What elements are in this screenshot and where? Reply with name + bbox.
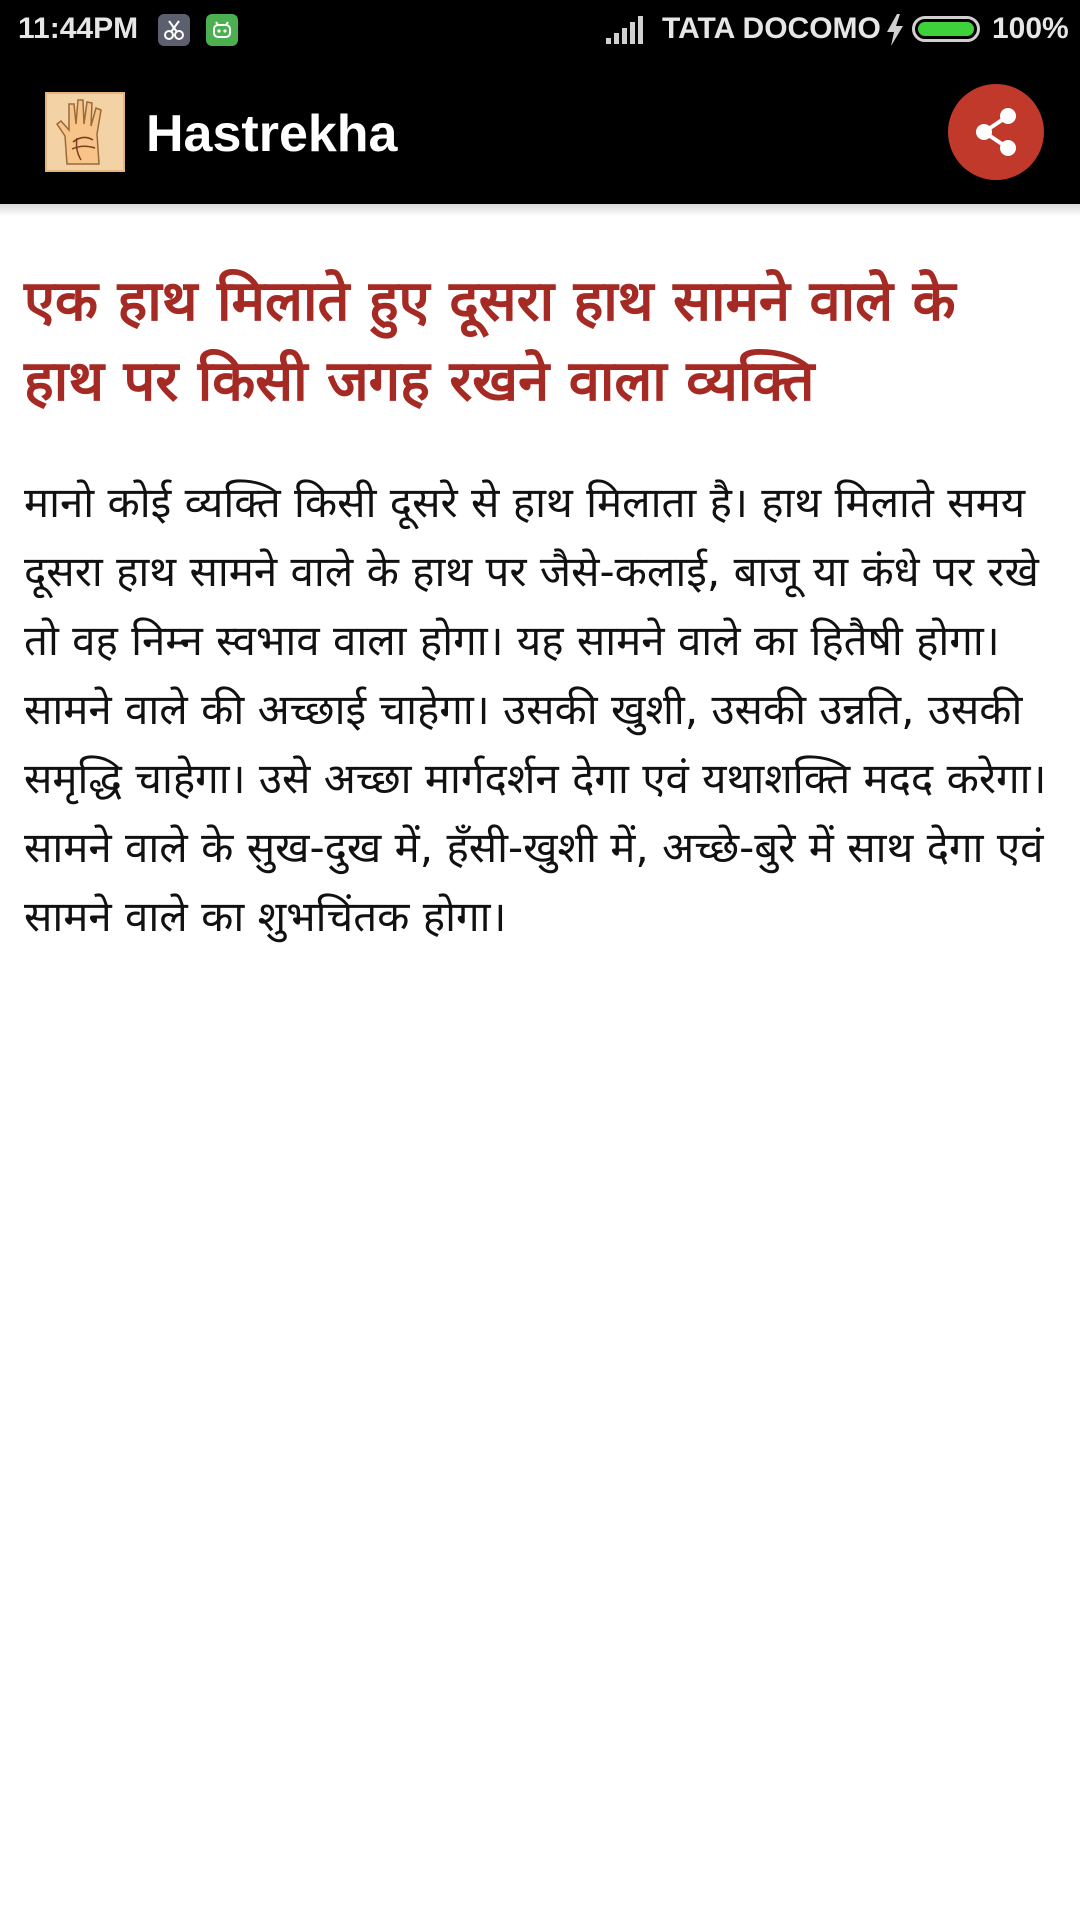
- scissors-icon: [158, 14, 190, 46]
- share-icon: [968, 104, 1024, 160]
- app-bar-shadow: [0, 204, 1080, 216]
- app-bar: [0, 60, 1080, 204]
- battery-percent: 100%: [992, 12, 1069, 45]
- app-title: Hastrekha: [146, 105, 398, 163]
- battery-icon: [912, 16, 980, 42]
- palm-hand-icon: [45, 92, 125, 172]
- android-icon: [206, 14, 238, 46]
- article-body: मानो कोई व्यक्ति किसी दूसरे से हाथ मिलाता है। हाथ मिलाते समय दूसरा हाथ सामने वाले के हाथ पर जैसे-कलाई, बाजू या कंधे पर रखे तो वह निम्न स्वभाव वाला होगा। यह सामने वाले का हितैषी होगा। सामने वाले की अच्छाई चाहेगा। उसकी खुशी, उसकी उन्नति, उसकी समृद्धि चाहेगा। उसे अच्छा मार्गदर्शन देगा एवं यथाशक्ति मदद करेगा। सामने वाले के सुख-दुख में, हँसी-खुशी में, अच्छे-बुरे में साथ देगा एवं सामने वाले का शुभचिंतक होगा।: [24, 478, 1047, 941]
- carrier-name: TATA DOCOMO: [662, 12, 881, 45]
- battery-fill: [918, 22, 974, 36]
- article-content: [24, 262, 1054, 951]
- share-button[interactable]: [948, 84, 1044, 180]
- signal-icon: [606, 16, 646, 48]
- charging-bolt-icon: [886, 14, 904, 50]
- status-bar: [0, 0, 1080, 60]
- article-title: एक हाथ मिलाते हुए दूसरा हाथ सामने वाले के हाथ पर किसी जगह रखने वाला व्यक्ति: [24, 269, 956, 414]
- status-time: 11:44PM: [18, 12, 139, 45]
